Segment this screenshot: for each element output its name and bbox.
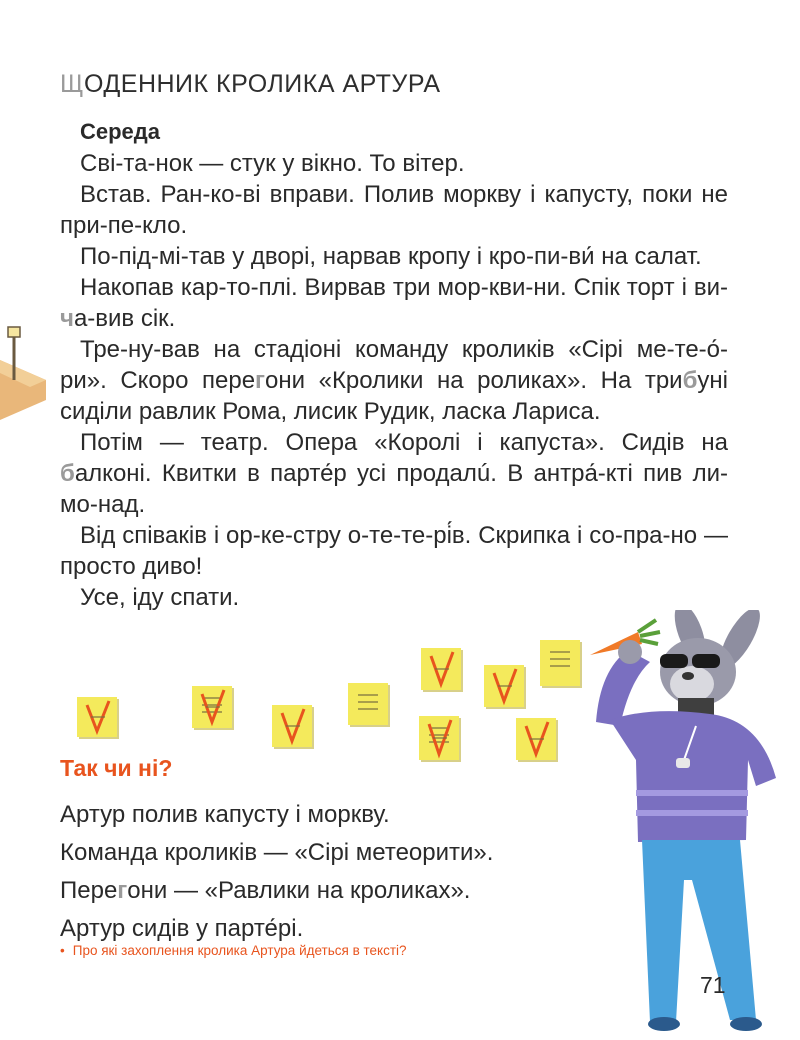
text-segment: Артур полив капусту і моркву.	[60, 801, 390, 828]
sticky-note	[540, 640, 580, 686]
bullet-icon: •	[60, 943, 65, 958]
highlighted-letter: б	[60, 460, 75, 487]
diary-paragraph	[60, 241, 728, 272]
diary-paragraph	[60, 520, 728, 582]
text-segment: они «Кролики на роликах». На три	[265, 367, 683, 394]
text-segment: уні сиділи равлик Рома, лисик Рудик, ласка Лариса.	[60, 367, 728, 425]
text-segment: Від співаків і ор-ке-стру о-те-те-рі́в. Скрипка і со-пра-но — просто диво!	[60, 522, 728, 580]
diary-paragraph	[60, 582, 728, 613]
text-segment: Пере	[60, 877, 118, 904]
sticky-note	[348, 683, 388, 725]
sticky-note	[77, 697, 117, 737]
stage-lamp-illustration	[0, 325, 46, 425]
sticky-note	[192, 686, 232, 728]
diary-paragraphs	[60, 148, 728, 613]
text-segment: Артур сидів у парте́рі.	[60, 915, 304, 942]
text-segment: алконі. Квитки в парте́р усі продалú. В антра́-кті пив ли-мо-над.	[60, 460, 728, 518]
rabbit-arthur-illustration	[580, 610, 790, 1040]
highlighted-letter: ч	[60, 305, 74, 332]
statement	[60, 796, 493, 834]
true-false-statements	[60, 796, 493, 948]
text-segment: а-вив сік.	[73, 305, 176, 332]
diary-paragraph	[60, 148, 728, 179]
statement	[60, 834, 493, 872]
diary-paragraph	[60, 272, 728, 334]
sticky-note	[421, 648, 461, 690]
text-segment: они — «Равлики на кроликах».	[127, 877, 471, 904]
statement	[60, 872, 493, 910]
highlighted-letter: г	[255, 367, 266, 394]
text-segment: Усе, іду спати.	[80, 584, 240, 611]
text-segment: Сві-та-нок — стук у вікно. То вітер.	[80, 150, 465, 177]
sticky-note	[419, 716, 459, 760]
sticky-note	[516, 718, 556, 760]
sticky-note	[272, 705, 312, 747]
footnote-question: • Про які захоплення кролика Артура йдеться в тексті?	[60, 943, 407, 958]
diary-paragraph	[60, 427, 728, 520]
text-segment: По-під-мі-тав у дворі, нарвав кропу і кро-пи-ви́ на салат.	[80, 243, 702, 270]
text-segment: Накопав кар-то-плі. Вирвав три мор-кви-ни. Спік торт і ви-	[80, 274, 728, 301]
true-or-false-heading: Так чи ні?	[60, 755, 173, 781]
text-segment: Потім — театр. Опера «Королі і капуста». Сидів на	[80, 429, 728, 456]
highlighted-letter: г	[117, 877, 128, 904]
text-segment: Команда кроликів — «Сірі метеорити».	[60, 839, 494, 866]
diary-entry	[60, 112, 728, 613]
page-number: 71	[700, 972, 726, 998]
page-title: ЩОДЕННИК КРОЛИКА АРТУРА	[60, 70, 441, 98]
day-heading: Середа	[80, 119, 160, 144]
text-segment: Тре-ну-вав на стадіоні команду кроликів «Сірі ме-те-о́-ри». Скоро пере	[60, 336, 728, 394]
text-segment: Встав. Ран-ко-ві вправи. Полив моркву і капусту, поки не при-пе-кло.	[60, 181, 728, 239]
highlighted-letter: б	[682, 367, 698, 394]
diary-paragraph	[60, 334, 728, 427]
diary-paragraph	[60, 179, 728, 241]
sticky-note	[484, 665, 524, 707]
